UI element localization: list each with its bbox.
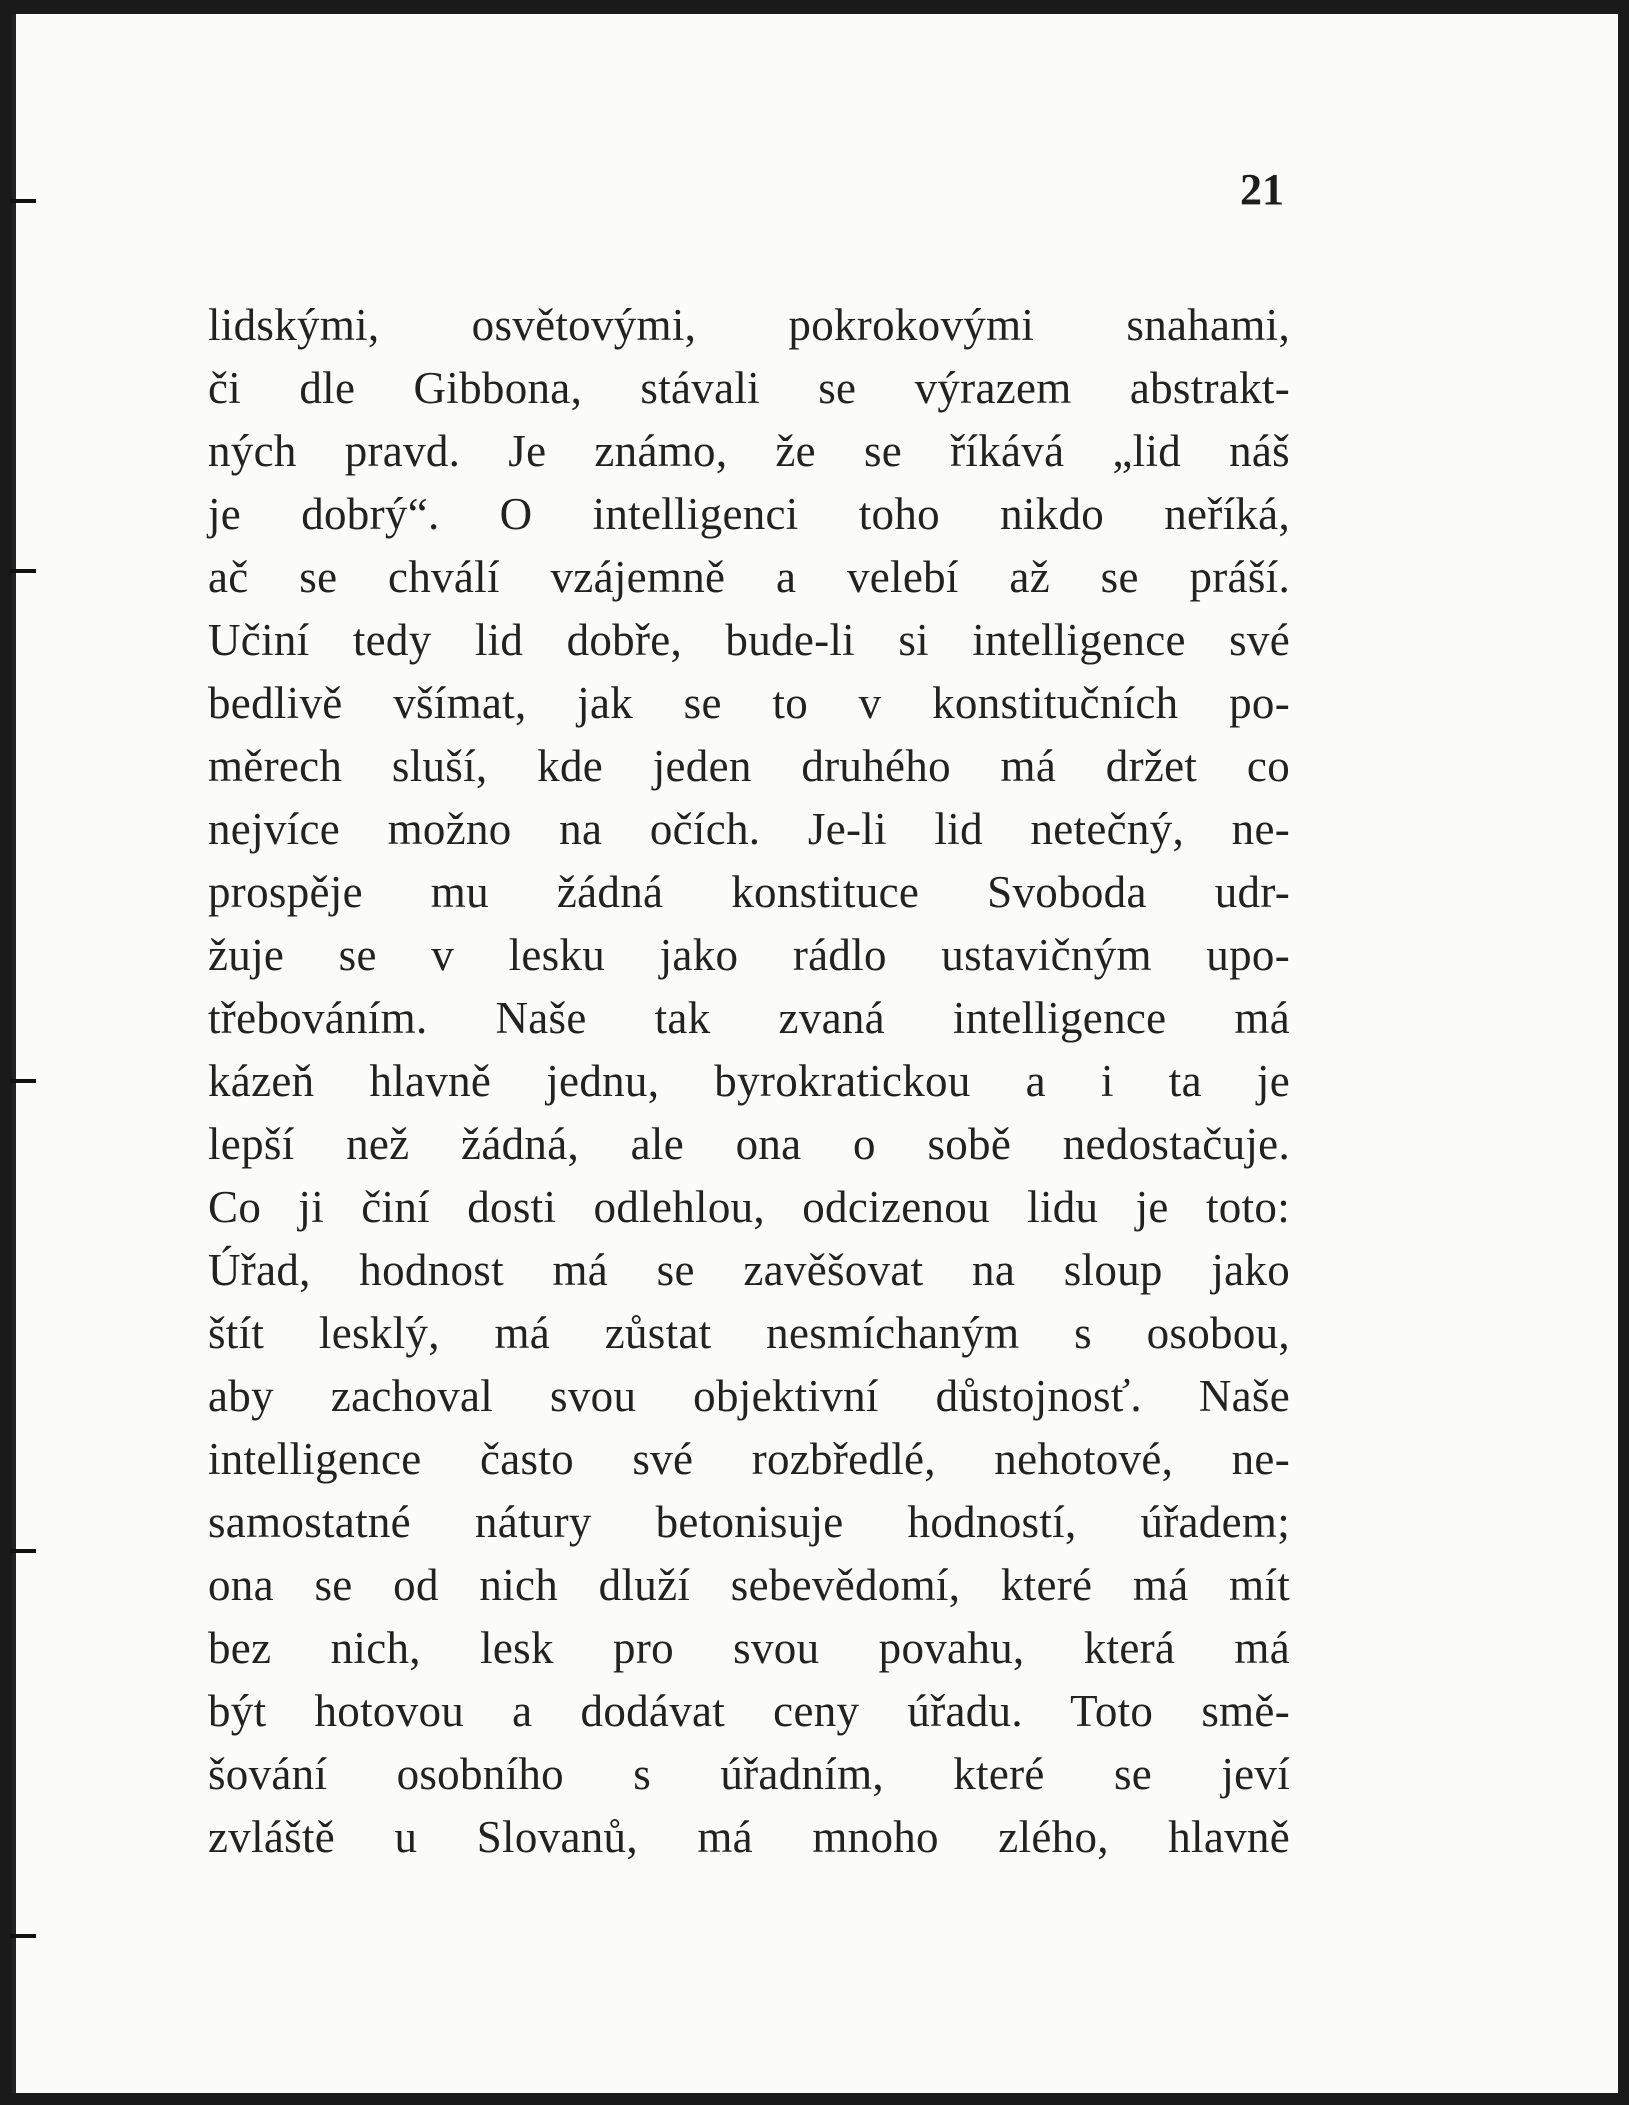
text-line: šování osobního s úřadním, které se jeví bbox=[208, 1749, 1290, 1799]
text-line: prospěje mu žádná konstituce Svoboda udr- bbox=[208, 867, 1290, 917]
binding-mark bbox=[10, 1549, 36, 1553]
text-line: ných pravd. Je známo, že se říkává „lid náš bbox=[208, 426, 1290, 476]
binding-mark bbox=[10, 569, 36, 573]
text-line: ač se chválí vzájemně a velebí až se práší. bbox=[208, 552, 1290, 602]
binding-mark bbox=[10, 1079, 36, 1083]
text-line: třebováním. Naše tak zvaná intelligence má bbox=[208, 993, 1290, 1043]
text-line: Co ji činí dosti odlehlou, odcizenou lidu je toto: bbox=[208, 1182, 1290, 1232]
text-line: Učiní tedy lid dobře, bude-li si intelligence své bbox=[208, 615, 1290, 665]
text-line: nejvíce možno na očích. Je-li lid netečný, ne- bbox=[208, 804, 1290, 854]
text-line: Úřad, hodnost má se zavěšovat na sloup jako bbox=[208, 1245, 1290, 1295]
text-line: bedlivě všímat, jak se to v konstitučních po- bbox=[208, 678, 1290, 728]
text-line: ona se od nich dluží sebevědomí, které má mít bbox=[208, 1560, 1290, 1610]
book-page bbox=[12, 14, 1618, 2093]
text-line: či dle Gibbona, stávali se výrazem abstrakt- bbox=[208, 363, 1290, 413]
text-line: žuje se v lesku jako rádlo ustavičným upo- bbox=[208, 930, 1290, 980]
text-line: samostatné nátury betonisuje hodností, úřadem; bbox=[208, 1497, 1290, 1547]
text-line: lepší než žádná, ale ona o sobě nedostačuje. bbox=[208, 1119, 1290, 1169]
text-line: být hotovou a dodávat ceny úřadu. Toto smě- bbox=[208, 1686, 1290, 1736]
text-line: měrech sluší, kde jeden druhého má držet co bbox=[208, 741, 1290, 791]
text-line: je dobrý“. O intelligenci toho nikdo neříká, bbox=[208, 489, 1290, 539]
page-number: 21 bbox=[1240, 165, 1284, 214]
text-line: štít lesklý, má zůstat nesmíchaným s osobou, bbox=[208, 1308, 1290, 1358]
body-text bbox=[208, 294, 1290, 1869]
text-line: aby zachoval svou objektivní důstojnosť. Naše bbox=[208, 1371, 1290, 1421]
text-line: kázeň hlavně jednu, byrokratickou a i ta je bbox=[208, 1056, 1290, 1106]
binding-mark bbox=[10, 199, 36, 203]
text-line: lidskými, osvětovými, pokrokovými snahami, bbox=[208, 300, 1290, 350]
text-line: zvláště u Slovanů, má mnoho zlého, hlavně bbox=[208, 1812, 1290, 1862]
binding-mark bbox=[10, 1934, 36, 1938]
text-line: intelligence často své rozbředlé, nehotové, ne- bbox=[208, 1434, 1290, 1484]
text-line: bez nich, lesk pro svou povahu, která má bbox=[208, 1623, 1290, 1673]
